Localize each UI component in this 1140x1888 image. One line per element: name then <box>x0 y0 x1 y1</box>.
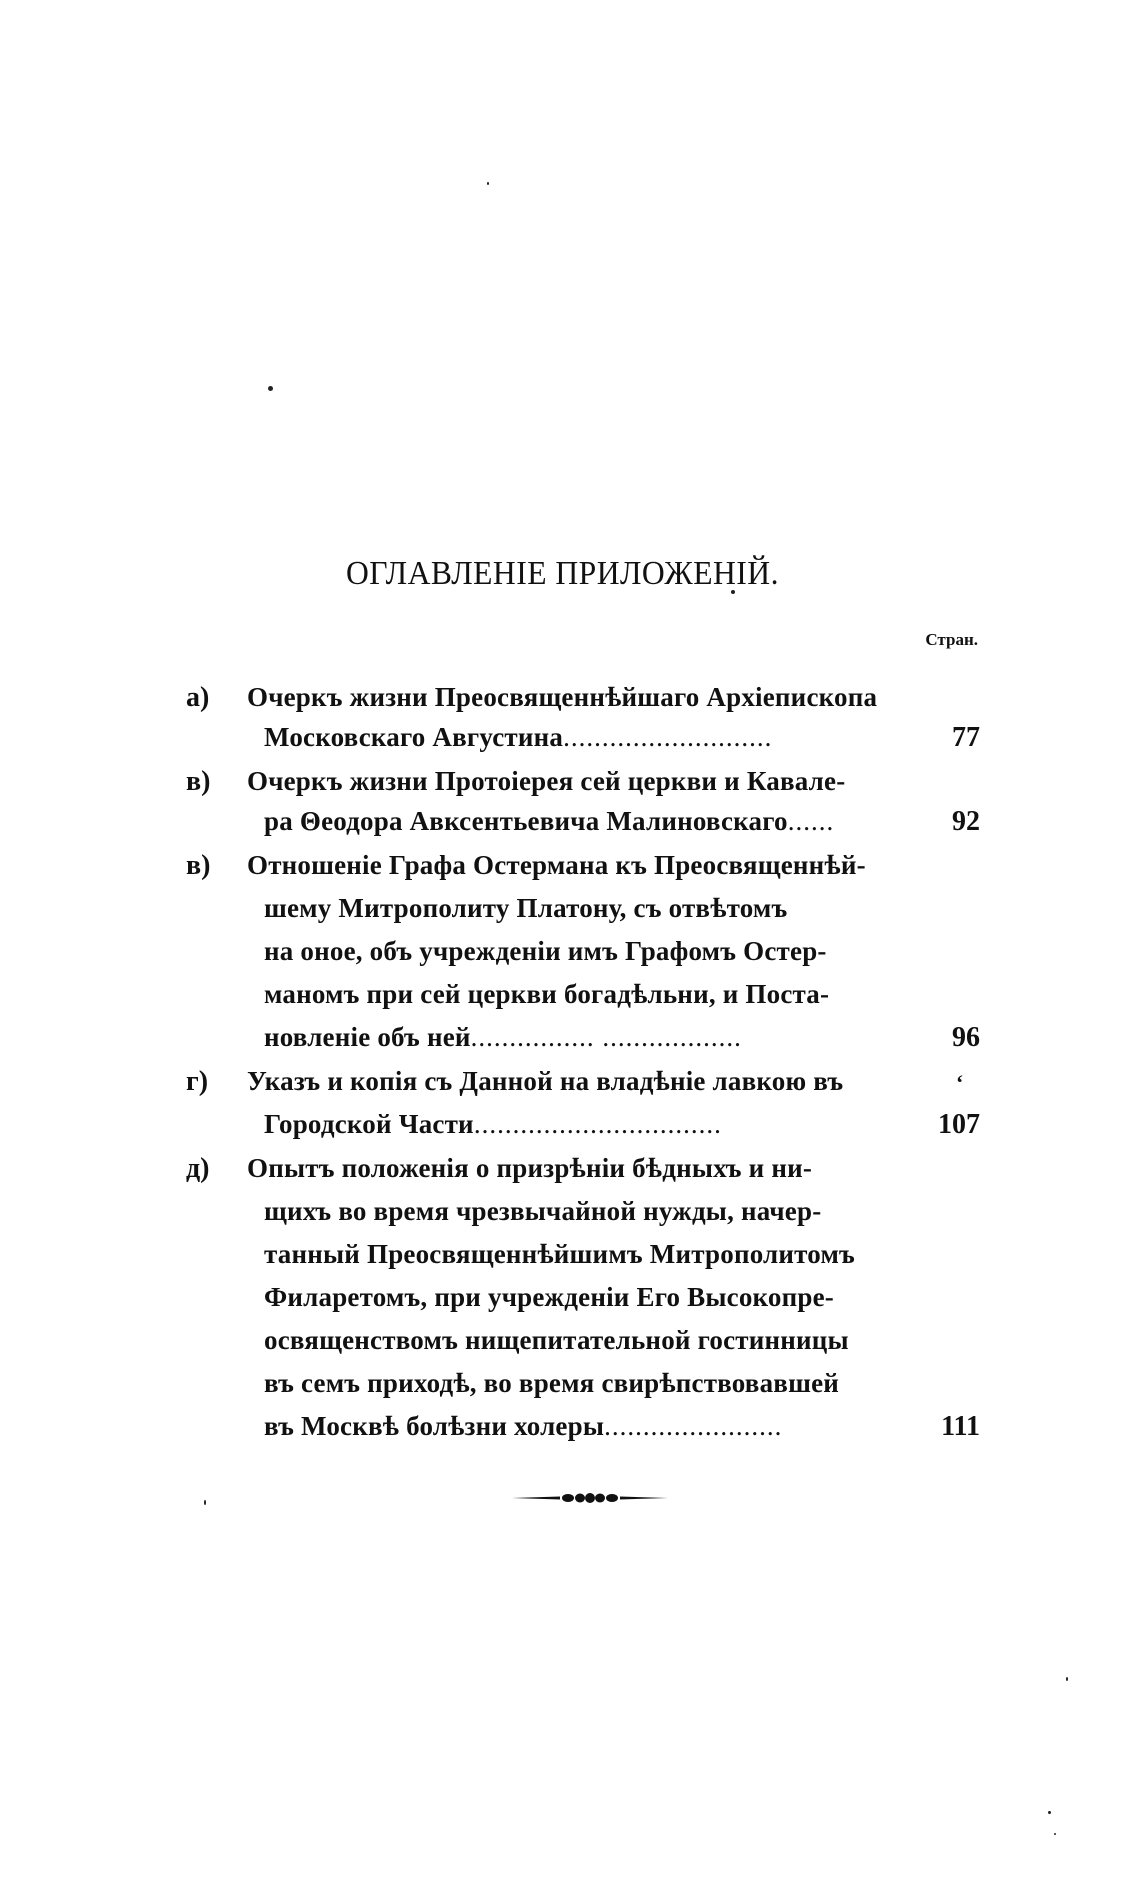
entry-line-text: Московскаго Августина <box>264 722 564 752</box>
entry-line: танный Преосвященнѣйшимъ Митрополитомъ <box>264 1239 855 1269</box>
entry-line: шему Митрополиту Платону, съ отвѣтомъ <box>264 893 788 923</box>
stray-mark: ʻ <box>956 1070 964 1095</box>
ornament-rule <box>510 1492 670 1504</box>
entry-page-number: 92 <box>952 806 980 837</box>
entry-letter: а) <box>186 682 210 713</box>
entry-line: на оное, объ учрежденіи имъ Графомъ Остер- <box>264 936 827 966</box>
entry-letter: в) <box>186 766 211 797</box>
entry-line-text: ра Θеодора Авксентьевича Малиновскаго <box>264 806 788 836</box>
entry-line: освященствомъ нищепитательной гостинницы <box>264 1325 849 1355</box>
entry-letter: г) <box>186 1066 209 1097</box>
entry-line: Очеркъ жизни Протоіерея сей церкви и Кавале- <box>247 766 846 796</box>
entry-line: Указъ и копія съ Данной на владѣніе лавкою въ <box>247 1066 844 1096</box>
dot-leader: ...... <box>787 806 835 836</box>
entry-line-text: новленіе объ ней <box>264 1022 471 1052</box>
entry-page-number: 111 <box>941 1411 980 1442</box>
entry-page-number: 77 <box>952 722 980 753</box>
dot-leader: ........................... <box>563 722 773 752</box>
entry-line: Филаретомъ, при учрежденіи Его Высокопре- <box>264 1282 834 1312</box>
entry-line: Отношеніе Графа Остермана къ Преосвященнѣй- <box>247 850 866 880</box>
entry-line <box>264 722 772 753</box>
entry-line: Очеркъ жизни Преосвященнѣйшаго Архіепископа <box>247 682 878 712</box>
entry-line <box>264 806 834 837</box>
entry-line <box>264 1022 742 1053</box>
entry-line-text: въ Москвѣ болѣзни холеры <box>264 1411 605 1441</box>
entry-line: маномъ при сей церкви богадѣльни, и Поста- <box>264 979 830 1009</box>
entry-line <box>264 1411 782 1442</box>
dot-leader: ................................ <box>473 1109 722 1139</box>
entry-line-text: Городской Части <box>264 1109 474 1139</box>
entry-line: Опытъ положенія о призрѣніи бѣдныхъ и ни- <box>247 1153 813 1183</box>
entry-line: щихъ во время чрезвычайной нужды, начер- <box>264 1196 822 1226</box>
entry-page-number: 107 <box>938 1109 980 1140</box>
entry-letter: в) <box>186 850 211 881</box>
entry-line: въ семъ приходѣ, во время свирѣпствовавшей <box>264 1368 840 1398</box>
page-column-header: Стран. <box>925 630 978 649</box>
entry-line <box>264 1109 722 1140</box>
entry-letter: д) <box>186 1153 210 1184</box>
dot-leader: ................ .................. <box>470 1022 742 1052</box>
page-title: ОГЛАВЛЕНІЕ ПРИЛОЖЕНІЙ. <box>345 555 779 592</box>
entry-page-number: 96 <box>952 1022 980 1053</box>
dot-leader: ....................... <box>604 1411 783 1441</box>
